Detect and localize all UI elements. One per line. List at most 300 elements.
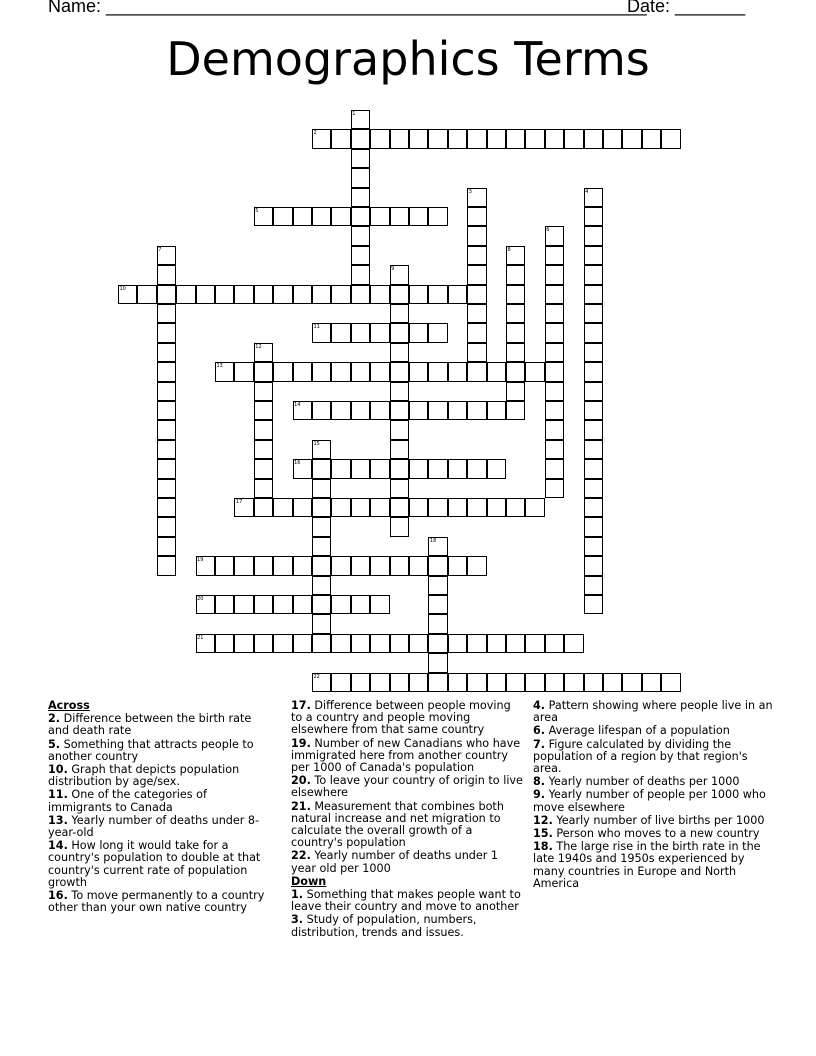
grid-cell[interactable] [273,556,292,575]
grid-cell[interactable] [351,498,370,517]
grid-cell[interactable] [273,595,292,614]
grid-cell[interactable] [370,556,389,575]
grid-cell[interactable] [642,129,661,148]
grid-cell[interactable] [351,168,370,187]
grid-cell[interactable] [506,323,525,342]
grid-cell[interactable] [390,634,409,653]
grid-cell[interactable] [331,595,350,614]
grid-cell[interactable] [351,207,370,226]
grid-cell[interactable] [584,343,603,362]
grid-cell[interactable] [584,226,603,245]
grid-cell[interactable] [506,401,525,420]
grid-cell[interactable] [312,207,331,226]
clue-text: Yearly number of deaths under 1 year old per 1000 [291,849,499,875]
grid-cell[interactable] [545,459,564,478]
grid-cell[interactable] [312,285,331,304]
grid-cell[interactable] [584,595,603,614]
clue-number: 22. [291,849,311,863]
grid-cell[interactable] [467,226,486,245]
grid-cell[interactable] [448,556,467,575]
grid-cell[interactable] [196,285,215,304]
grid-cell[interactable] [370,401,389,420]
grid-cell[interactable] [467,207,486,226]
grid-cell[interactable] [273,207,292,226]
across-heading: Across [48,699,90,712]
grid-cell[interactable] [603,673,622,692]
grid-cell[interactable] [506,382,525,401]
grid-cell[interactable] [312,537,331,556]
grid-cell[interactable] [331,459,350,478]
clue [291,850,523,874]
grid-cell[interactable] [545,420,564,439]
grid-cell[interactable] [370,634,389,653]
grid-cell[interactable] [157,556,176,575]
grid-cell[interactable] [312,576,331,595]
grid-cell[interactable] [390,304,409,323]
grid-cell[interactable] [467,362,486,381]
clue-number-label: 13 [216,363,223,370]
clue [533,828,773,840]
grid-cell[interactable] [390,420,409,439]
grid-cell[interactable] [487,673,506,692]
grid-cell[interactable] [409,129,428,148]
grid-cell[interactable] [584,517,603,536]
clue-number: 13. [48,813,68,827]
grid-cell[interactable] [312,595,331,614]
grid-cell[interactable] [545,382,564,401]
clue [291,914,523,938]
grid-cell[interactable] [254,634,273,653]
clue-number-label: 1 [352,111,356,117]
grid-cell[interactable] [390,207,409,226]
grid-cell[interactable] [545,246,564,265]
grid-cell[interactable] [584,440,603,459]
grid-cell[interactable] [312,401,331,420]
grid-cell[interactable] [525,498,544,517]
grid-cell[interactable] [157,362,176,381]
grid-cell[interactable] [448,129,467,148]
grid-cell[interactable] [525,634,544,653]
grid-cell[interactable] [331,129,350,148]
grid-cell[interactable] [448,285,467,304]
grid-cell[interactable] [254,420,273,439]
grid-cell[interactable] [545,285,564,304]
grid-cell[interactable] [390,323,409,342]
clue [533,841,773,890]
grid-cell[interactable] [157,382,176,401]
grid-cell[interactable] [467,265,486,284]
grid-cell[interactable] [215,595,234,614]
grid-cell[interactable] [254,285,273,304]
grid-cell[interactable] [409,207,428,226]
clue-number: 12. [533,813,553,827]
grid-cell[interactable] [157,537,176,556]
grid-cell[interactable] [467,304,486,323]
grid-cell[interactable] [254,440,273,459]
grid-cell[interactable] [331,362,350,381]
grid-cell[interactable] [234,634,253,653]
grid-cell[interactable] [390,556,409,575]
grid-cell[interactable] [331,285,350,304]
grid-cell[interactable] [428,498,447,517]
grid-cell[interactable] [448,459,467,478]
grid-cell[interactable] [390,459,409,478]
grid-cell[interactable] [506,634,525,653]
grid-cell[interactable] [273,498,292,517]
grid-cell[interactable] [584,401,603,420]
grid-cell[interactable] [390,673,409,692]
grid-cell[interactable] [390,382,409,401]
grid-cell[interactable] [390,129,409,148]
grid-cell[interactable] [584,673,603,692]
grid-cell[interactable] [584,207,603,226]
grid-cell[interactable] [390,498,409,517]
grid-cell[interactable] [545,479,564,498]
down-heading: Down [291,874,327,888]
grid-cell[interactable] [351,401,370,420]
grid-cell[interactable] [467,285,486,304]
grid-cell[interactable] [234,595,253,614]
grid-cell[interactable] [273,362,292,381]
grid-cell[interactable] [351,673,370,692]
grid-cell[interactable] [487,634,506,653]
clue-number-label: 18 [429,537,437,544]
grid-cell[interactable] [331,207,350,226]
grid-cell[interactable] [331,634,350,653]
grid-cell[interactable] [584,129,603,148]
grid-cell[interactable] [331,673,350,692]
grid-cell[interactable] [564,129,583,148]
grid-cell[interactable] [506,498,525,517]
grid-cell[interactable] [331,401,350,420]
grid-cell[interactable] [545,362,564,381]
grid-cell[interactable] [467,343,486,362]
grid-cell[interactable] [370,285,389,304]
grid-cell[interactable] [506,673,525,692]
clue-number-label: 7 [158,246,162,253]
clue-text: Difference between people moving to a country and people moving elsewhere from that same country [291,699,511,737]
grid-cell[interactable] [545,634,564,653]
name-field[interactable]: Name: ______________________________________________________ [48,0,647,16]
grid-cell[interactable] [157,517,176,536]
grid-cell[interactable] [467,556,486,575]
grid-cell[interactable] [157,401,176,420]
grid-cell[interactable] [254,479,273,498]
grid-cell[interactable] [254,401,273,420]
grid-cell[interactable] [234,362,253,381]
grid-cell[interactable] [467,634,486,653]
grid-cell[interactable] [351,265,370,284]
grid-cell[interactable] [351,129,370,148]
grid-cell[interactable] [584,304,603,323]
grid-cell[interactable] [370,459,389,478]
grid-cell[interactable] [584,459,603,478]
grid-cell[interactable] [157,265,176,284]
grid-cell[interactable] [584,479,603,498]
grid-cell[interactable] [545,401,564,420]
grid-cell[interactable] [390,440,409,459]
grid-cell[interactable] [157,459,176,478]
clue-number: 14. [48,839,68,853]
grid-cell[interactable] [351,595,370,614]
grid-cell[interactable] [428,576,447,595]
grid-cell[interactable] [351,634,370,653]
grid-cell[interactable] [293,207,312,226]
grid-cell[interactable] [545,304,564,323]
grid-cell[interactable] [525,673,544,692]
grid-cell[interactable] [584,265,603,284]
clue-text: Person who moves to a new country [552,827,760,841]
grid-cell[interactable] [370,673,389,692]
grid-cell[interactable] [351,246,370,265]
clue [48,713,268,737]
grid-cell[interactable] [409,673,428,692]
date-field[interactable]: Date: _______ [627,0,746,16]
grid-cell[interactable] [428,129,447,148]
grid-cell[interactable] [312,517,331,536]
grid-cell[interactable] [254,382,273,401]
grid-cell[interactable] [584,498,603,517]
grid-cell[interactable] [467,401,486,420]
grid-cell[interactable] [293,634,312,653]
grid-cell[interactable] [545,673,564,692]
grid-cell[interactable] [428,673,447,692]
grid-cell[interactable] [390,479,409,498]
clue-number: 20. [291,774,311,788]
grid-cell[interactable] [584,362,603,381]
clue-number: 4. [533,699,546,712]
clue-text: To move permanently to a country other than your own native country [48,889,265,915]
grid-cell[interactable] [293,362,312,381]
grid-cell[interactable] [525,129,544,148]
grid-cell[interactable] [584,285,603,304]
grid-cell[interactable] [137,285,156,304]
grid-cell[interactable] [351,323,370,342]
grid-cell[interactable] [428,207,447,226]
grid-cell[interactable] [506,362,525,381]
clue-number: 2. [48,712,61,726]
grid-cell[interactable] [409,498,428,517]
grid-cell[interactable] [409,459,428,478]
grid-cell[interactable] [409,556,428,575]
grid-cell[interactable] [622,129,641,148]
grid-cell[interactable] [428,362,447,381]
clue-number-label: 6 [546,227,550,234]
grid-cell[interactable] [370,595,389,614]
grid-cell[interactable] [157,498,176,517]
grid-cell[interactable] [312,479,331,498]
grid-cell[interactable] [487,362,506,381]
grid-cell[interactable] [584,323,603,342]
grid-cell[interactable] [293,556,312,575]
grid-cell[interactable] [467,129,486,148]
grid-cell[interactable] [622,673,641,692]
clue [533,789,773,813]
grid-cell[interactable] [506,129,525,148]
grid-cell[interactable] [428,556,447,575]
grid-cell[interactable] [428,401,447,420]
grid-cell[interactable] [157,440,176,459]
clue-number: 8. [533,775,546,789]
grid-cell[interactable] [312,459,331,478]
grid-cell[interactable] [409,362,428,381]
grid-cell[interactable] [273,634,292,653]
grid-cell[interactable] [487,459,506,478]
grid-cell[interactable] [176,285,195,304]
grid-cell[interactable] [506,304,525,323]
grid-cell[interactable] [254,459,273,478]
grid-cell[interactable] [293,595,312,614]
grid-cell[interactable] [487,401,506,420]
clue-text: The large rise in the birth rate in the late 1940s and 1950s experienced by many countries in Europe and North America [533,840,761,890]
grid-cell[interactable] [428,653,447,672]
clue-column-3 [533,700,773,891]
grid-cell[interactable] [584,537,603,556]
grid-cell[interactable] [448,634,467,653]
grid-cell[interactable] [254,595,273,614]
grid-cell[interactable] [409,634,428,653]
grid-cell[interactable] [215,285,234,304]
grid-cell[interactable] [351,362,370,381]
grid-cell[interactable] [331,323,350,342]
grid-cell[interactable] [390,343,409,362]
clue [291,738,523,775]
grid-cell[interactable] [564,673,583,692]
clue-number-label: 9 [391,266,395,273]
grid-cell[interactable] [157,323,176,342]
clue [291,801,523,850]
grid-cell[interactable] [428,459,447,478]
grid-cell[interactable] [312,614,331,633]
grid-cell[interactable] [545,323,564,342]
grid-cell[interactable] [351,285,370,304]
grid-cell[interactable] [584,420,603,439]
grid-cell[interactable] [467,498,486,517]
grid-cell[interactable] [448,498,467,517]
grid-cell[interactable] [584,246,603,265]
grid-cell[interactable] [312,556,331,575]
grid-cell[interactable] [157,343,176,362]
grid-cell[interactable] [390,517,409,536]
grid-cell[interactable] [661,129,680,148]
grid-cell[interactable] [370,498,389,517]
grid-cell[interactable] [642,673,661,692]
grid-cell[interactable] [370,323,389,342]
grid-cell[interactable] [564,634,583,653]
grid-cell[interactable] [506,265,525,284]
grid-cell[interactable] [584,576,603,595]
grid-cell[interactable] [448,362,467,381]
grid-cell[interactable] [293,498,312,517]
grid-cell[interactable] [370,207,389,226]
grid-cell[interactable] [254,498,273,517]
grid-cell[interactable] [467,459,486,478]
grid-cell[interactable] [351,459,370,478]
clue-number: 10. [48,763,68,777]
clue-text: Pattern showing where people live in an area [533,699,773,725]
grid-cell[interactable] [390,362,409,381]
clue-number-label: 14 [294,402,301,408]
grid-cell[interactable] [370,362,389,381]
grid-cell[interactable] [661,673,680,692]
clue-number: 16. [48,889,68,903]
grid-cell[interactable] [428,614,447,633]
clue-number-label: 5 [255,208,259,214]
grid-cell[interactable] [409,401,428,420]
grid-cell[interactable] [525,362,544,381]
grid-cell[interactable] [409,323,428,342]
grid-cell[interactable] [428,634,447,653]
grid-cell[interactable] [467,246,486,265]
grid-cell[interactable] [312,634,331,653]
grid-cell[interactable] [254,362,273,381]
grid-cell[interactable] [390,285,409,304]
grid-cell[interactable] [351,149,370,168]
grid-cell[interactable] [390,401,409,420]
grid-cell[interactable] [370,129,389,148]
grid-cell[interactable] [584,556,603,575]
grid-cell[interactable] [273,285,292,304]
grid-cell[interactable] [215,556,234,575]
grid-cell[interactable] [506,285,525,304]
grid-cell[interactable] [157,479,176,498]
clue [533,725,773,737]
clue-number-label: 19 [197,557,204,564]
grid-cell[interactable] [157,285,176,304]
grid-cell[interactable] [467,673,486,692]
grid-cell[interactable] [467,323,486,342]
grid-cell[interactable] [157,304,176,323]
grid-cell[interactable] [254,556,273,575]
grid-cell[interactable] [545,129,564,148]
grid-cell[interactable] [351,188,370,207]
grid-cell[interactable] [351,226,370,245]
clue-number: 1. [291,888,304,902]
grid-cell[interactable] [312,498,331,517]
grid-cell[interactable] [428,323,447,342]
grid-cell[interactable] [428,285,447,304]
clue-text: Difference between the birth rate and death rate [48,712,252,738]
grid-cell[interactable] [312,362,331,381]
grid-cell[interactable] [331,556,350,575]
grid-cell[interactable] [409,285,428,304]
clue-text: Yearly number of people per 1000 who move elsewhere [533,788,766,814]
grid-cell[interactable] [487,129,506,148]
grid-cell[interactable] [448,401,467,420]
grid-cell[interactable] [234,285,253,304]
clue-text: How long it would take for a country's population to double at that country's current rate of population growth [48,839,261,889]
grid-cell[interactable] [331,498,350,517]
grid-cell[interactable] [351,556,370,575]
grid-cell[interactable] [545,265,564,284]
grid-cell[interactable] [545,440,564,459]
grid-cell[interactable] [293,285,312,304]
clue [533,776,773,788]
grid-cell[interactable] [506,343,525,362]
grid-cell[interactable] [603,129,622,148]
grid-cell[interactable] [487,498,506,517]
grid-cell[interactable] [234,556,253,575]
grid-cell[interactable] [584,382,603,401]
grid-cell[interactable] [428,595,447,614]
grid-cell[interactable] [215,634,234,653]
grid-cell[interactable] [448,673,467,692]
clue-number-label: 22 [313,673,320,680]
grid-cell[interactable] [545,343,564,362]
clue [48,815,268,839]
grid-cell[interactable] [157,420,176,439]
clue-number: 11. [48,788,68,802]
